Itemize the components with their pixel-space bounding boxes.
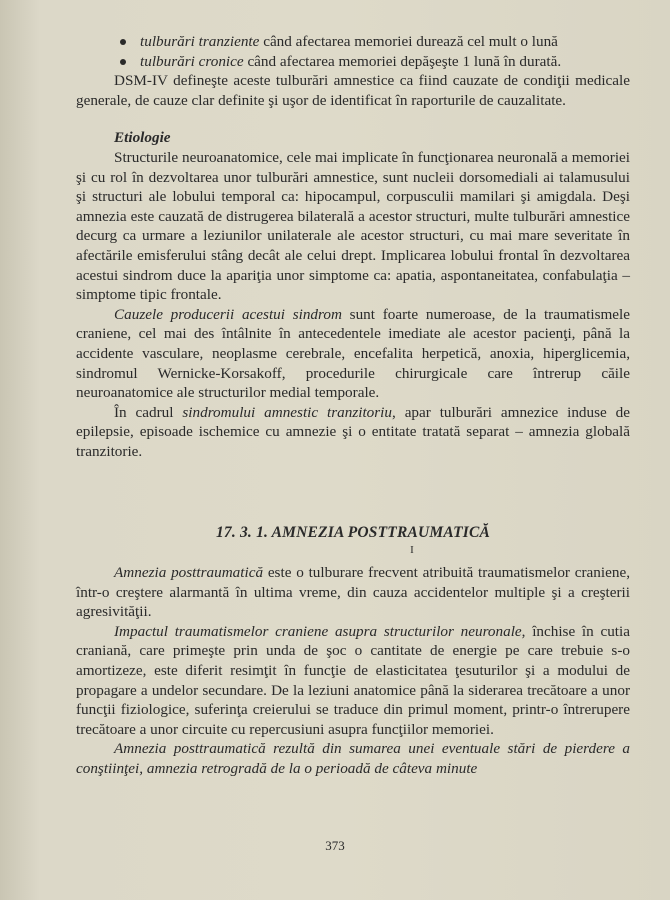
etiology-paragraph-2 <box>76 305 630 403</box>
section-paragraph-3 <box>76 739 630 778</box>
italic-phrase: sindromului amnestic tranzitoriu <box>182 403 392 421</box>
list-item <box>76 32 630 52</box>
italic-phrase: Cauzele producerii acestui sindrom <box>114 305 342 323</box>
bullet-icon <box>120 39 126 45</box>
page-number: 373 <box>325 838 345 853</box>
etiology-heading: Etiologie <box>114 129 171 147</box>
paragraph-text: este o tulburare frecvent atribuită traumatismelor craniene, într-o creştere alarmantă în ultima vreme, din cauza accidentelor multiple şi a creşterii agresivităţii. <box>76 564 630 621</box>
etiology-paragraph-1: Structurile neuroanatomice, cele mai implicate în funcţionarea neuronală a memoriei şi cu rol în dezvoltarea unor tulburări amnestice, sunt nucleii dorsomediali ai talamusului şi structuri ale lobului temporal ca: hipocampul, corpusculii mamilari şi amigdala. Deşi amnezia este cauzată de distrugerea bilaterală a acestor structuri, multe tulburări amnestice decurg ca urmare a leziunilor unilaterale ale acestor structuri, cu mai mare severitate în afectările emisferului stâng decât ale celui drept. Implicarea lobului frontal în dezvoltarea acestui sindrom duce la apariţia unor simptome ca: apatia, aspontaneitatea, confabulaţia – simptome tipic frontale. <box>76 148 630 304</box>
bullet-term: tulburări cronice <box>140 52 244 70</box>
italic-phrase: Amnezia posttraumatică <box>114 564 264 582</box>
italic-phrase: Amnezia posttraumatică rezultă din sumarea unei eventuale stări de pierdere a conştiinţei, amnezia retrogradă de la o perioadă de câteva minute <box>76 740 630 777</box>
bullet-text: când afectarea memoriei durează cel mult o lună <box>259 33 558 50</box>
etiology-paragraph-3 <box>76 403 630 462</box>
section-paragraph-1 <box>76 563 630 622</box>
paragraph-text: , apar tulburări amnezice induse de epilepsie, episoade ischemice cu amnezie şi o entitate tratată separat – amnezia globală tranzitorie. <box>76 403 630 460</box>
bullet-list <box>76 32 630 71</box>
page-content <box>76 32 630 779</box>
bullet-term: tulburări tranziente <box>140 33 260 50</box>
list-item <box>76 52 630 72</box>
paragraph-text: sunt foarte numeroase, de la traumatismele craniene, cel mai des întâlnite în antecedentele imediate ale acestor pacienţi, până la accidente vasculare, neoplasme cerebrale, encefalita herpetică, anoxia, hiperglicemia, sindromul Wernicke-Korsakoff, procedurile chirurgicale care întrerup căile neuroanatomice ale structurilor medial temporale. <box>76 305 630 402</box>
section-heading: 17. 3. 1. AMNEZIA POSTTRAUMATICĂ <box>215 524 491 542</box>
paragraph-prefix: În cadrul <box>114 403 183 421</box>
bullet-text: când afectarea memoriei depăşeşte 1 lună în durată. <box>243 52 562 70</box>
stray-mark: I <box>410 544 414 557</box>
paragraph-text: , închise în cutia craniană, care primeşte prin unda de şoc o cantitate de energie pe care trebuie s-o amortizeze, este diferit resimţit în funcţie de elasticitatea ţesuturilor şi a modului de propagare a undelor secundare. De la leziuni anatomice până la siderarea trecătoare a unor funcţii fiziologice, suferinţa creierului se traduce din primul moment, printr-o întrerupere trecătoare a unor circuite cu repercusiuni asupra funcţiilor memoriei. <box>76 622 630 738</box>
section-paragraph-2 <box>76 622 630 740</box>
dsm-paragraph: DSM-IV defineşte aceste tulburări amnestice ca fiind cauzate de condiţii medicale generale, de cauze clar definite şi uşor de identificat în raporturile de cauzalitate. <box>76 72 630 109</box>
bullet-icon <box>120 59 126 65</box>
italic-phrase: Impactul traumatismelor craniene asupra structurilor neuronale <box>114 622 522 640</box>
